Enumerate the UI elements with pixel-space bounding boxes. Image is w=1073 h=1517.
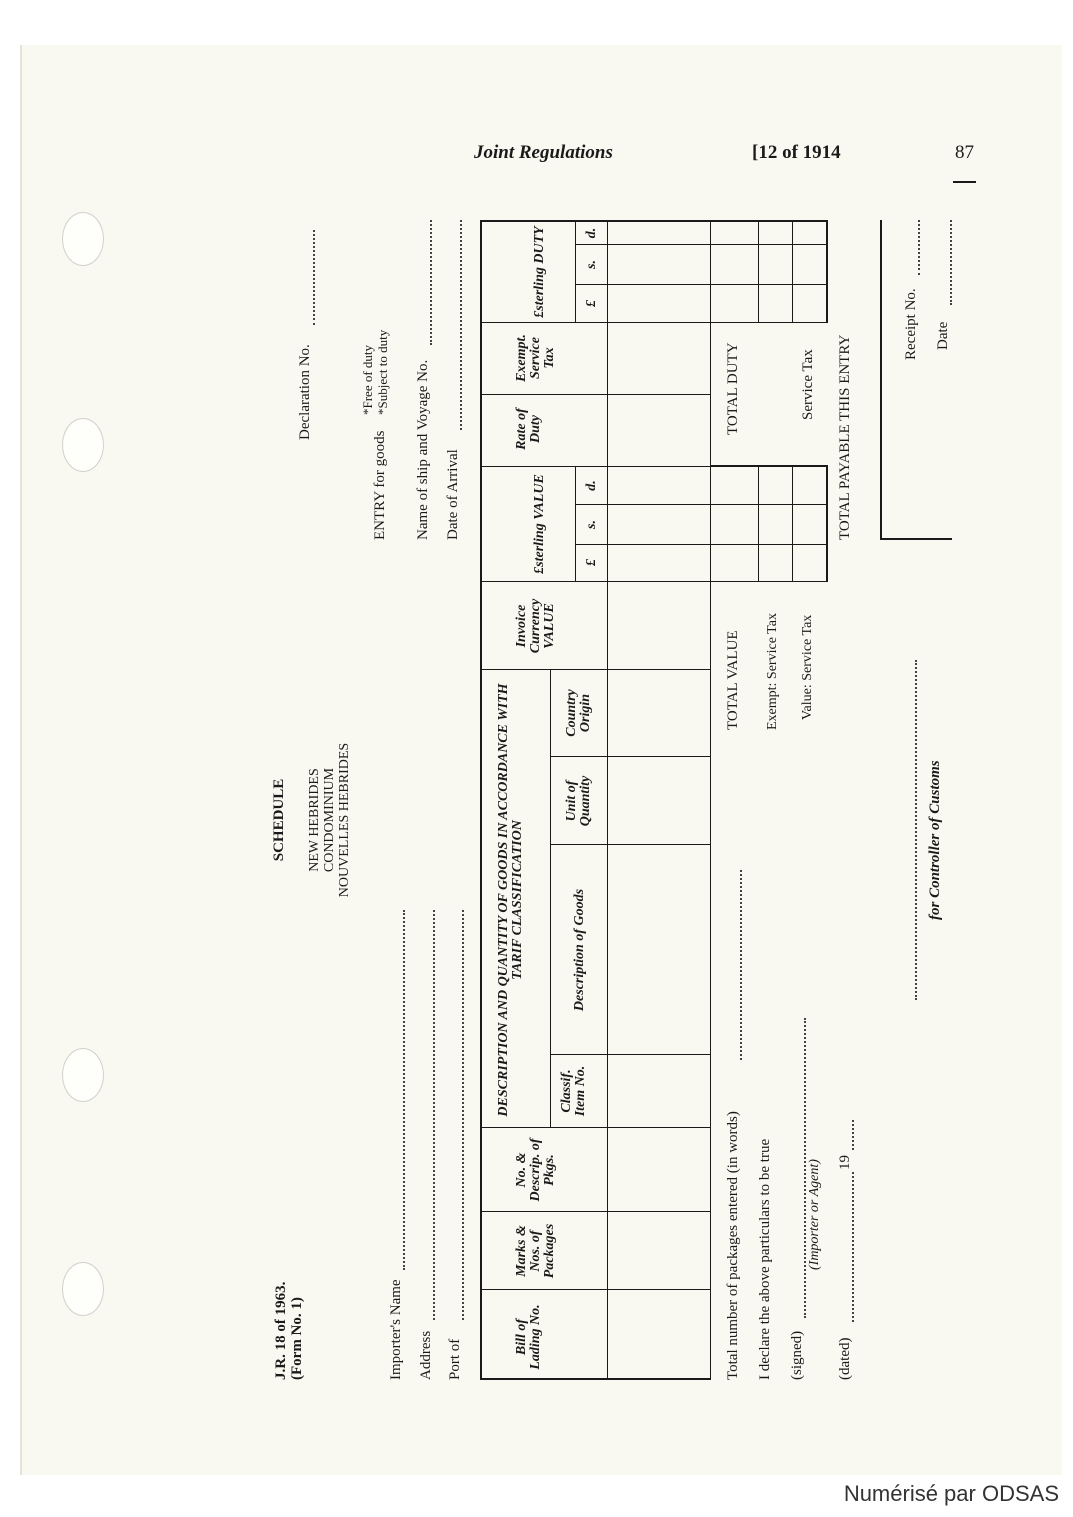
totals-value-border <box>710 581 828 582</box>
signed-label: (signed) <box>789 1330 805 1380</box>
port-field[interactable] <box>462 910 464 1320</box>
binder-hole-4 <box>62 1262 104 1316</box>
value-pence: d. <box>584 480 599 491</box>
free-of-duty-option[interactable]: *Free of duty <box>360 344 375 415</box>
form-reference: J.R. 18 of 1963. <box>273 1281 289 1380</box>
port-label: Port of <box>447 1338 463 1380</box>
page-number: 87 <box>955 142 974 163</box>
totals-duty-border-right <box>710 220 828 222</box>
total-payable-label: TOTAL PAYABLE THIS ENTRY <box>837 334 853 540</box>
col-classif-item: Classif. Item No. <box>559 1065 588 1117</box>
subject-to-duty-option[interactable]: *Subject to duty <box>375 329 390 415</box>
col-country-origin: Country Origin <box>564 689 593 737</box>
digitized-credit: Numérisé par ODSAS <box>843 1481 1059 1506</box>
col-divider-8 <box>480 581 710 582</box>
service-tax-label: Service Tax <box>800 349 816 420</box>
col-bill-of-lading: Bill of Lading No. <box>514 1304 543 1370</box>
duty-pence: d. <box>584 227 599 239</box>
col-divider-1 <box>480 1289 710 1290</box>
date-label: Date <box>935 321 951 350</box>
totals-value-div-1 <box>710 544 828 545</box>
entry-label: ENTRY for goods <box>372 430 388 540</box>
value-shilling: s. <box>584 520 599 529</box>
territory-line-2: CONDOMINIUM <box>322 767 337 873</box>
declaration-field[interactable] <box>313 230 315 325</box>
group-header-rule <box>550 670 551 1128</box>
col-number-packages: No. & Descrip. of Pkgs. <box>514 1138 557 1202</box>
territory-line-1: NEW HEBRIDES <box>307 768 322 872</box>
form-number: (Form No. 1) <box>289 1297 305 1380</box>
col-divider-3 <box>480 1127 710 1128</box>
col-description-goods: Description of Goods <box>572 888 587 1012</box>
col-divider-12 <box>480 394 710 395</box>
col-rate-of-duty: Rate of Duty <box>514 408 543 450</box>
duty-subheader-rule <box>575 222 576 323</box>
total-duty-label: TOTAL DUTY <box>725 342 741 435</box>
col-divider-13 <box>480 322 710 323</box>
declaration-statement: I declare the above particulars to be true <box>757 1138 773 1380</box>
address-field[interactable] <box>433 910 435 1320</box>
ship-voyage-field[interactable] <box>430 220 432 345</box>
value-pound: £ <box>584 559 599 566</box>
binder-hole-2 <box>62 418 104 472</box>
col-marks-packages: Marks & Nos. of Packages <box>514 1223 557 1279</box>
totals-value-row-2 <box>792 467 793 582</box>
totals-duty-div-2 <box>710 244 828 245</box>
totals-value-border-right <box>710 465 828 467</box>
schedule-heading: SCHEDULE <box>271 778 287 862</box>
totals-duty-row-3 <box>826 222 828 323</box>
duty-shilling: s. <box>584 260 599 269</box>
col-divider-5 <box>550 844 710 845</box>
col-exempt-service-tax: Exempt. Service Tax <box>514 334 557 382</box>
customs-entry-form <box>255 180 975 1420</box>
group-description-quantity: DESCRIPTION AND QUANTITY OF GOODS IN ACCORDANCE WITH TARIF CLASSIFICATION <box>496 683 525 1117</box>
col-invoice-value: Invoice Currency VALUE <box>514 598 557 654</box>
col-divider-7 <box>480 669 710 670</box>
col-border-left <box>480 1378 710 1380</box>
table-body-bottom <box>710 220 711 1380</box>
controller-caption: for Controller of Customs <box>927 760 943 920</box>
signature-field[interactable] <box>804 1018 806 1318</box>
dated-label: (dated) <box>837 1337 853 1380</box>
address-label: Address <box>418 1330 434 1380</box>
duty-pound: £ <box>584 300 599 307</box>
regulation-ref: [12 of 1914 <box>752 142 841 163</box>
ship-voyage-label: Name of ship and Voyage No. <box>415 359 431 540</box>
declaration-label: Declaration No. <box>297 344 313 440</box>
packages-total-label: Total number of packages entered (in words) <box>725 1111 741 1380</box>
col-divider-2 <box>480 1211 710 1212</box>
page-top-rule <box>953 181 976 183</box>
date-field[interactable] <box>950 220 952 305</box>
value-tax-label: Value: Service Tax <box>800 614 815 720</box>
running-title: Joint Regulations <box>474 142 613 163</box>
totals-value-row-3 <box>826 467 828 582</box>
binder-hole-3 <box>62 1048 104 1102</box>
territory-line-3: NOUVELLES HEBRIDES <box>337 742 352 898</box>
dated-field[interactable] <box>852 1172 854 1322</box>
totals-duty-border <box>710 322 828 323</box>
receipt-no-label: Receipt No. <box>903 288 919 360</box>
arrival-date-label: Date of Arrival <box>445 449 461 540</box>
arrival-date-field[interactable] <box>460 220 462 430</box>
col-sterling-value: £sterling VALUE <box>532 474 547 574</box>
value-subheader-rule <box>575 467 576 582</box>
year-prefix: 19 <box>837 1155 853 1170</box>
totals-value-div-2 <box>710 504 828 505</box>
col-unit-quantity: Unit of Quantity <box>564 775 593 827</box>
exempt-tax-label: Exempt: Service Tax <box>765 613 780 730</box>
col-divider-4 <box>550 1054 710 1055</box>
importer-name-field[interactable] <box>403 910 405 1270</box>
binder-hole-1 <box>62 212 104 266</box>
totals-duty-row-2 <box>792 222 793 323</box>
importer-name-label: Importer's Name <box>388 1279 404 1380</box>
packages-total-field[interactable] <box>740 870 742 1060</box>
payable-box-left <box>880 538 952 540</box>
totals-duty-row-1 <box>758 222 759 323</box>
payable-box-top <box>880 220 882 540</box>
col-sterling-duty: £sterling DUTY <box>532 226 547 318</box>
receipt-no-field[interactable] <box>918 220 920 275</box>
year-field[interactable] <box>852 1120 854 1150</box>
controller-signature-field[interactable] <box>915 660 917 1000</box>
importer-agent-caption: (Importer or Agent) <box>807 1159 822 1270</box>
total-value-label: TOTAL VALUE <box>725 630 741 730</box>
col-divider-6 <box>550 756 710 757</box>
totals-value-row-1 <box>758 467 759 582</box>
totals-duty-div-1 <box>710 284 828 285</box>
